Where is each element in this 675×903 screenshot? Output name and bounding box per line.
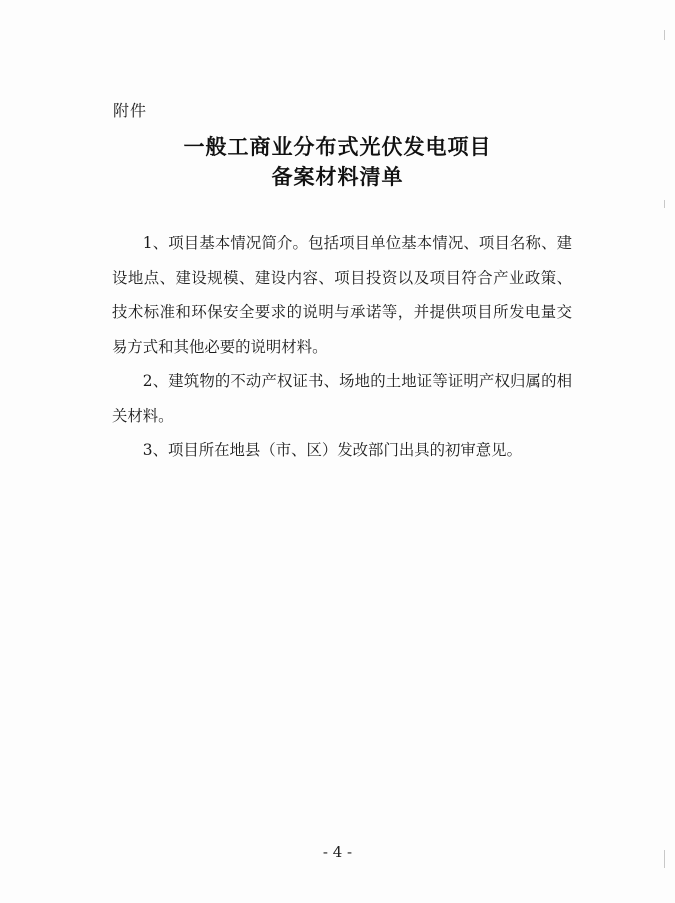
scan-edge-mark bbox=[664, 200, 665, 208]
document-title-line-1: 一般工商业分布式光伏发电项目 bbox=[183, 135, 492, 159]
list-item-1: 1、项目基本情况简介。包括项目单位基本情况、项目名称、建设地点、建设规模、建设内容、项目投资以及项目符合产业政策、技术标准和环保安全要求的说明与承诺等，并提供项目所发电量交易方式和其他必要的说明材料。 bbox=[112, 234, 572, 356]
scan-edge-mark bbox=[664, 850, 665, 868]
list-item-3: 3、项目所在地县（市、区）发改部门出具的初审意见。 bbox=[142, 441, 522, 459]
document-body bbox=[112, 226, 572, 468]
page-number: - 4 - bbox=[322, 843, 353, 861]
document-title-line-2: 备案材料清单 bbox=[271, 165, 404, 189]
scan-edge-mark bbox=[664, 30, 665, 40]
list-item-2: 2、建筑物的不动产权证书、场地的土地证等证明产权归属的相关材料。 bbox=[112, 372, 572, 425]
attachment-label: 附件 bbox=[113, 101, 148, 120]
